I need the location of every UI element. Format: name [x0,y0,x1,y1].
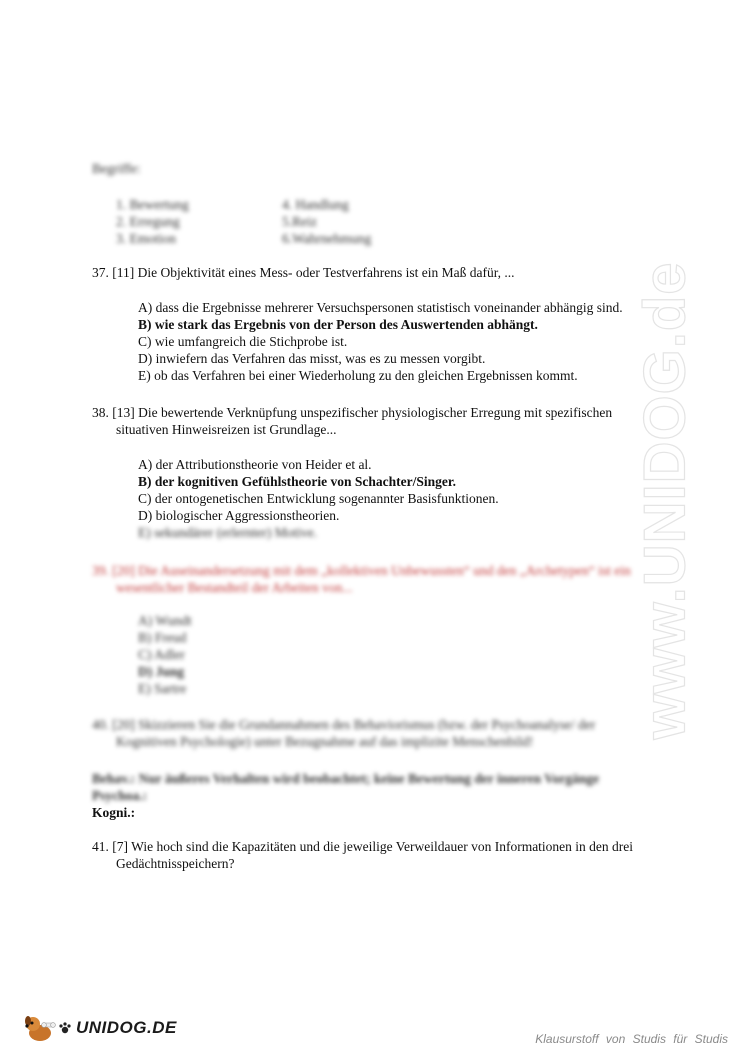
question-40-stem-cont: Kognitiven Psychologie) unter Bezugnahme auf das implizite Menschenbild! [116,734,534,749]
answer-option: D) biologischer Aggressionstheorien. [138,508,340,523]
term-item: 6.Wahrnehmung [282,231,372,246]
answer-option-correct: B) der kognitiven Gefühlstheorie von Schachter/Singer. [138,474,457,489]
question-41-stem: 41. [7] Wie hoch sind die Kapazitäten und die jeweilige Verweildauer von Informationen in den drei [92,839,634,854]
answer-option: A) Wundt [138,613,192,628]
answer-option: D) inwiefern das Verfahren das misst, was es zu messen vorgibt. [138,351,486,366]
paw-icon [58,1021,72,1035]
terms-heading: Begriffe: [92,161,141,176]
footer-tagline: Klausurstoff von Studis für Studis [535,1032,728,1046]
question-39-stem: 39. [20] Die Auseinandersetzung mit dem „kollektiven Unbewussten“ und den „Archetypen“ ist ein [92,563,631,578]
logo-text: UNIDOG.DE [76,1018,177,1037]
answer-option: A) der Attributionstheorie von Heider et al. [138,457,372,472]
answer-option: B) Freud [138,630,187,645]
unidog-logo[interactable] [22,1008,177,1048]
term-item: 3. Emotion [116,231,176,246]
answer-behaviorism: Behav.: Nur äußeres Verhalten wird beobachtet; keine Bewertung der inneren Vorgänge [92,771,600,786]
term-item: 4. Handlung [282,197,349,212]
answer-option: A) dass die Ergebnisse mehrerer Versuchspersonen statistisch voneinander abhängig sind. [138,300,623,315]
question-41-stem-cont: Gedächtnisspeichern? [116,856,235,871]
answer-option: E) ob das Verfahren bei einer Wiederholung zu den gleichen Ergebnissen kommt. [138,368,578,383]
answer-option: C) der ontogenetischen Entwicklung sogenannter Basisfunktionen. [138,491,499,506]
answer-option: C) Adler [138,647,185,662]
answer-option: E) Sartre [138,681,187,696]
question-38-stem: 38. [13] Die bewertende Verknüpfung unspezifischer physiologischer Erregung mit spezifischen [92,405,613,420]
dog-mascot-icon [22,1011,56,1045]
answer-option-correct: B) wie stark das Ergebnis von der Person des Auswertenden abhängt. [138,317,538,332]
answer-cognitive: Kogni.: [92,805,136,820]
answer-option-correct: D) Jung [138,664,185,679]
question-38-stem-cont: situativen Hinweisreizen ist Grundlage... [116,422,337,437]
question-37-stem: 37. [11] Die Objektivität eines Mess- oder Testverfahrens ist ein Maß dafür, ... [92,265,515,280]
question-40-stem: 40. [20] Skizzieren Sie die Grundannahmen des Behaviorismus (bzw. der Psychoanalyse/ der [92,717,596,732]
term-item: 5.Reiz [282,214,317,229]
answer-psychoanalysis: Psychoa.: [92,788,148,803]
question-39-stem-cont: wesentlicher Bestandteil der Arbeiten von... [116,580,353,595]
answer-option: C) wie umfangreich die Stichprobe ist. [138,334,348,349]
answer-option: E) sekundärer (erlernter) Motive. [138,525,318,540]
watermark: www.UNIDOG.de [632,260,698,740]
term-item: 2. Erregung [116,214,180,229]
term-item: 1. Bewertung [116,197,189,212]
